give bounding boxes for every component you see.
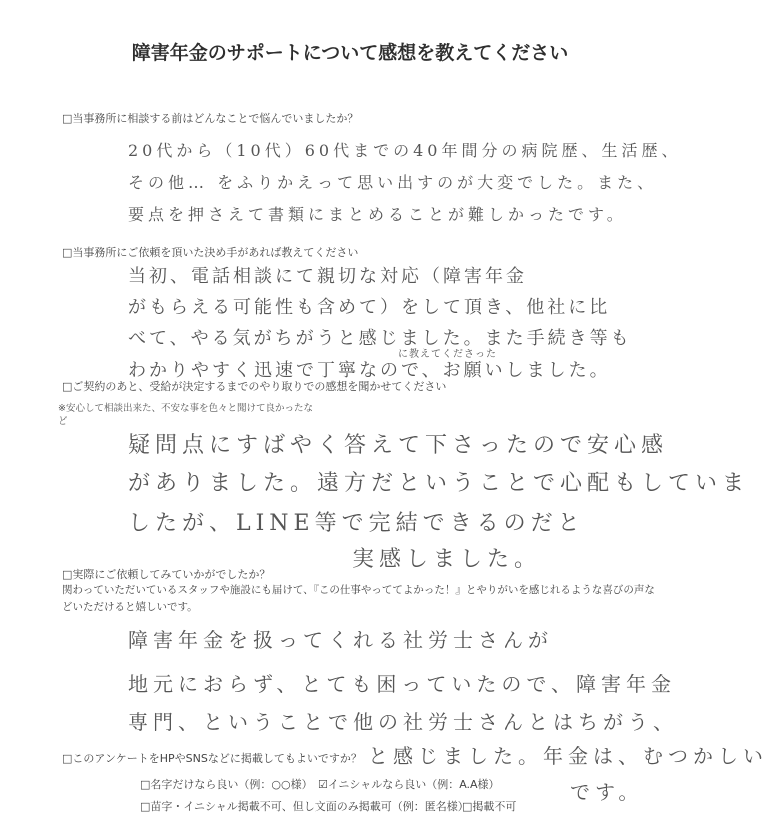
answer-1-line-2: その他… をふりかえって思い出すのが大変でした。また、 — [128, 173, 658, 192]
option-surname-only[interactable]: □名字だけなら良い（例：○○様） — [140, 778, 313, 791]
option-text-only[interactable]: □苗字・イニシャル掲載不可、但し文面のみ掲載可（例：匿名様） — [140, 800, 469, 813]
answer-2-line-3: べて、やる気がちがうと感じました。また手続き等も — [128, 328, 632, 349]
answer-2-insert: に教えてくださった — [398, 349, 497, 360]
answer-3-line-1: 疑問点にすばやく答えて下さったので安心感 — [128, 433, 669, 458]
question-5: □このアンケートをHPやSNSなどに掲載してもよいですか？ — [62, 752, 362, 765]
question-1: □当事務所に相談する前はどんなことで悩んでいましたか？ — [62, 112, 359, 125]
option-no-publish[interactable]: □掲載不可 — [462, 800, 517, 813]
question-3: □ご契約のあと、受給が決定するまでのやり取りでの感想を聞かせてください — [62, 380, 447, 393]
answer-1-line-1: 20代から（10代）60代までの40年間分の病院歴、生活歴、 — [128, 141, 682, 160]
question-4-sub: 関わっていただいているスタッフや施設にも届けて、『この仕事やっててよかった！』とやりがいを感じれるような喜びの声などいただけると嬉しいです。 — [62, 584, 655, 613]
answer-2-line-2: がもらえる可能性も含めて）をして頂き、他社に比 — [128, 297, 611, 318]
question-3-note: ※安心して相談出来た、不安な事を色々と聞けて良かったな — [58, 403, 313, 414]
answer-3-line-3: したが、LINE等で完結できるのだと — [128, 511, 585, 536]
page-title: 障害年金のサポートについて感想を教えてください — [131, 42, 569, 64]
question-3-note-cont: ど — [58, 416, 68, 427]
question-4: □実際にご依頼してみていかがでしたか？ — [62, 568, 271, 581]
answer-4-line-2: 地元におらず、とても困っていたので、障害年金 — [128, 672, 676, 696]
answer-3-line-4: 実感しました。 — [352, 547, 542, 572]
answer-4-line-5: です。 — [570, 780, 644, 804]
answer-4-line-4: と感じました。年金は、むつかしい — [368, 744, 768, 768]
answer-2-line-1: 当初、電話相談にて親切な対応（障害年金 — [128, 266, 527, 287]
answer-2-line-4: わかりやすく迅速で丁寧なので、お願いしました。 — [128, 360, 611, 381]
answer-1-line-3: 要点を押さえて書類にまとめることが難しかったです。 — [128, 205, 627, 224]
question-2: □当事務所にご依頼を頂いた決め手があれば教えてください — [62, 246, 359, 259]
answer-4-line-1: 障害年金を扱ってくれる社労士さんが — [128, 628, 553, 652]
answer-4-line-3: 専門、ということで他の社労士さんとはちがう、 — [128, 710, 678, 734]
answer-3-line-2: がありました。遠方だということで心配もしていま — [128, 471, 750, 496]
option-initials[interactable]: ☑イニシャルなら良い（例：A.A様） — [318, 778, 500, 791]
